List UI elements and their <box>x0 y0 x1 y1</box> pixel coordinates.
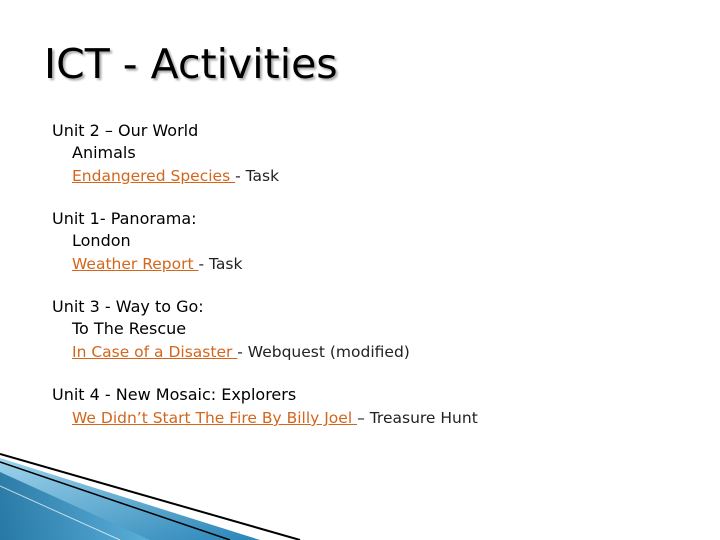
activity-link[interactable]: In Case of a Disaster <box>72 343 238 361</box>
unit-block <box>52 296 692 364</box>
activity-link[interactable]: We Didn’t Start The Fire By Billy Joel <box>72 409 358 427</box>
activity-line <box>52 406 692 430</box>
activity-list <box>52 120 692 450</box>
activity-line <box>52 164 692 188</box>
unit-block <box>52 208 692 276</box>
unit-block <box>52 384 692 430</box>
unit-topic: London <box>72 231 131 250</box>
activity-type: - Task <box>235 167 280 185</box>
activity-link[interactable]: Weather Report <box>72 255 199 273</box>
unit-heading: Unit 1- Panorama: <box>52 209 197 228</box>
unit-topic: Animals <box>72 143 136 162</box>
unit-heading: Unit 2 – Our World <box>52 121 199 140</box>
unit-heading: Unit 3 - Way to Go: <box>52 297 204 316</box>
unit-block <box>52 120 692 188</box>
activity-line <box>52 252 692 276</box>
activity-line <box>52 340 692 364</box>
activity-type: – Treasure Hunt <box>357 409 478 427</box>
slide-title: ICT - Activities <box>44 40 338 88</box>
activity-type: - Task <box>198 255 243 273</box>
decorative-wave-graphic <box>0 450 720 540</box>
activity-type: - Webquest (modified) <box>237 343 410 361</box>
activity-link[interactable]: Endangered Species <box>72 167 236 185</box>
unit-heading: Unit 4 - New Mosaic: Explorers <box>52 385 297 404</box>
unit-topic: To The Rescue <box>72 319 187 338</box>
